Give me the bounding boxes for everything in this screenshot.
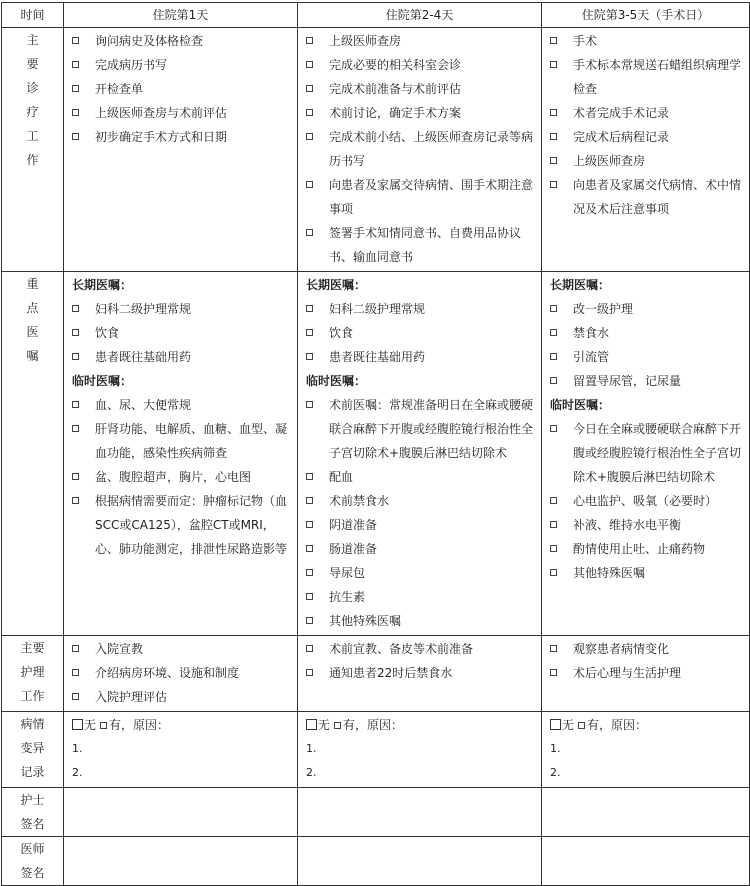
variation-line-2: 2. — [550, 766, 561, 779]
row-diagnosis — [2, 28, 750, 272]
list-item — [64, 29, 291, 53]
checkbox-icon[interactable] — [306, 645, 313, 652]
list-item-text: 上级医师查房 — [573, 154, 646, 168]
list-item — [542, 297, 743, 321]
checkbox-icon[interactable] — [306, 61, 313, 68]
cell-nursing-day1 — [64, 636, 298, 712]
list-item-text: 引流管 — [573, 350, 610, 364]
list-item-text: 完成术后病程记录 — [573, 130, 670, 144]
list-item — [64, 417, 291, 465]
list-item-text: 介绍病房环境、设施和制度 — [95, 666, 240, 680]
list-item — [64, 685, 291, 709]
checkbox-icon[interactable] — [72, 85, 79, 92]
list-item-text: 改一级护理 — [573, 302, 634, 316]
checklist — [542, 637, 749, 685]
list-item — [64, 77, 291, 101]
list-item — [298, 77, 535, 101]
list-item-text: 根据病情需要而定：肿瘤标记物（血SCC或CA125），盆腔CT或MRI，心、肺功能测定，排泄性尿路造影等 — [95, 494, 288, 556]
list-item — [542, 53, 743, 101]
checkbox-icon[interactable] — [550, 669, 557, 676]
checklist — [64, 29, 297, 149]
list-item-text: 肝肾功能、电解质、血糖、血型、凝血功能，感染性疾病筛查 — [95, 422, 288, 460]
list-item — [542, 101, 743, 125]
header-day2: 住院第2-4天 — [298, 3, 542, 28]
header-row — [2, 3, 750, 28]
checkbox-icon[interactable] — [72, 109, 79, 116]
list-item-text: 术前宣教、备皮等术前准备 — [329, 642, 474, 656]
list-item — [64, 297, 291, 321]
checklist — [64, 297, 297, 369]
list-item — [542, 637, 743, 661]
checkbox-icon[interactable] — [306, 181, 313, 188]
checkbox-icon[interactable] — [306, 353, 313, 360]
checkbox-icon[interactable] — [306, 85, 313, 92]
list-item-text: 上级医师查房 — [329, 34, 402, 48]
list-item-text: 其他特殊医嘱 — [329, 614, 402, 628]
row-doctor-signature — [2, 837, 750, 886]
list-item — [542, 561, 743, 585]
checkbox-yes[interactable] — [578, 722, 585, 729]
header-day3: 住院第3-5天（手术日） — [542, 3, 750, 28]
list-item-text: 酌情使用止吐、止痛药物 — [573, 542, 706, 556]
list-item — [542, 537, 743, 561]
list-item-text: 补液、维持水电平衡 — [573, 518, 682, 532]
list-item-text: 妇科二级护理常规 — [95, 302, 192, 316]
cell-nursing-day2 — [298, 636, 542, 712]
checkbox-icon[interactable] — [550, 377, 557, 384]
variation-choice: 无 有，原因： — [64, 713, 297, 737]
checkbox-icon[interactable] — [550, 521, 557, 528]
cell-diagnosis-day2 — [298, 28, 542, 272]
temporary-orders-title: 临时医嘱： — [72, 374, 133, 388]
header-day1: 住院第1天 — [64, 3, 298, 28]
list-item — [542, 321, 743, 345]
list-item-text: 完成术前准备与术前评估 — [329, 82, 462, 96]
list-item — [298, 489, 535, 513]
checkbox-icon[interactable] — [550, 569, 557, 576]
checkbox-icon[interactable] — [550, 61, 557, 68]
list-item — [64, 101, 291, 125]
checkbox-icon[interactable] — [306, 329, 313, 336]
checkbox-icon[interactable] — [72, 693, 79, 700]
variation-choice: 无 有，原因： — [542, 713, 749, 737]
list-item-text: 心电监护、吸氧（必要时） — [573, 494, 718, 508]
list-item — [298, 561, 535, 585]
list-item — [298, 173, 535, 221]
checkbox-icon[interactable] — [550, 425, 557, 432]
checkbox-icon[interactable] — [550, 157, 557, 164]
checklist — [298, 29, 541, 269]
list-item — [64, 465, 291, 489]
checkbox-icon[interactable] — [550, 109, 557, 116]
list-item-text: 导尿包 — [329, 566, 366, 580]
list-item-text: 完成术前小结、上级医师查房记录等病历书写 — [329, 130, 534, 168]
list-item — [542, 661, 743, 685]
checkbox-icon[interactable] — [72, 61, 79, 68]
list-item-text: 向患者及家属交待病情、围手术期注意事项 — [329, 178, 534, 216]
list-item-text: 向患者及家属交代病情、术中情况及术后注意事项 — [573, 178, 742, 216]
row-label-nursing: 主要护理工作 — [2, 636, 64, 712]
row-nurse-signature — [2, 788, 750, 837]
cell-orders-day1 — [64, 272, 298, 636]
checkbox-icon[interactable] — [72, 37, 79, 44]
list-item — [298, 321, 535, 345]
checkbox-icon[interactable] — [72, 473, 79, 480]
checkbox-icon[interactable] — [306, 305, 313, 312]
doctor-signature-day2[interactable] — [298, 837, 542, 886]
checkbox-icon[interactable] — [550, 37, 557, 44]
checkbox-none[interactable] — [550, 719, 561, 730]
list-item-text: 阴道准备 — [329, 518, 378, 532]
clinical-pathway-table — [1, 2, 750, 886]
list-item — [298, 637, 535, 661]
checkbox-icon[interactable] — [306, 669, 313, 676]
list-item-text: 完成必要的相关科室会诊 — [329, 58, 462, 72]
variation-line-1: 1. — [550, 742, 561, 755]
list-item — [298, 609, 535, 633]
checklist — [542, 29, 749, 221]
checkbox-icon[interactable] — [72, 329, 79, 336]
temporary-orders-title: 临时医嘱： — [550, 398, 611, 412]
list-item — [542, 489, 743, 513]
list-item — [542, 173, 743, 221]
list-item — [298, 393, 535, 465]
list-item-text: 血、尿、大便常规 — [95, 398, 192, 412]
list-item-text: 患者既往基础用药 — [95, 350, 192, 364]
checkbox-icon[interactable] — [550, 497, 557, 504]
doctor-signature-day3[interactable] — [542, 837, 750, 886]
checklist — [64, 637, 297, 709]
row-label-diagnosis: 主要诊疗工作 — [2, 28, 64, 272]
list-item-text: 初步确定手术方式和日期 — [95, 130, 228, 144]
checkbox-icon[interactable] — [550, 305, 557, 312]
list-item-text: 开检查单 — [95, 82, 144, 96]
cell-variation-day1 — [64, 712, 298, 788]
checkbox-icon[interactable] — [306, 569, 313, 576]
checkbox-icon[interactable] — [306, 545, 313, 552]
list-item-text: 术前讨论，确定手术方案 — [329, 106, 462, 120]
nurse-signature-day2[interactable] — [298, 788, 542, 837]
list-item-text: 饮食 — [329, 326, 354, 340]
list-item-text: 禁食水 — [573, 326, 610, 340]
list-item-text: 患者既往基础用药 — [329, 350, 426, 364]
list-item-text: 签署手术知情同意书、自费用品协议书、输血同意书 — [329, 226, 522, 264]
checkbox-icon[interactable] — [306, 229, 313, 236]
list-item — [542, 417, 743, 489]
header-time: 时间 — [2, 3, 64, 28]
row-nursing — [2, 636, 750, 712]
checklist — [542, 297, 749, 393]
checkbox-icon[interactable] — [72, 645, 79, 652]
list-item — [542, 345, 743, 369]
checkbox-icon[interactable] — [72, 305, 79, 312]
list-item — [298, 221, 535, 269]
variation-line-1: 1. — [306, 742, 317, 755]
row-label-doctor-signature: 医师签名 — [2, 837, 64, 886]
cell-diagnosis-day1 — [64, 28, 298, 272]
list-item — [298, 297, 535, 321]
list-item — [542, 369, 743, 393]
list-item — [542, 125, 743, 149]
list-item — [64, 393, 291, 417]
list-item-text: 留置导尿管，记尿量 — [573, 374, 682, 388]
cell-variation-day2 — [298, 712, 542, 788]
list-item — [298, 585, 535, 609]
checkbox-icon[interactable] — [306, 521, 313, 528]
checkbox-yes[interactable] — [334, 722, 341, 729]
checklist — [298, 637, 541, 685]
list-item — [542, 29, 743, 53]
list-item-text: 完成病历书写 — [95, 58, 168, 72]
long-term-orders-title: 长期医嘱： — [72, 278, 133, 292]
list-item-text: 抗生素 — [329, 590, 366, 604]
list-item-text: 术前医嘱：常规准备明日在全麻或腰硬联合麻醉下开腹或经腹腔镜行根治性全子宫切除术+腹膜后淋巴结切除术 — [329, 398, 534, 460]
checkbox-none[interactable] — [72, 719, 83, 730]
list-item — [298, 661, 535, 685]
row-label-orders: 重点医嘱 — [2, 272, 64, 636]
checkbox-none[interactable] — [306, 719, 317, 730]
list-item-text: 妇科二级护理常规 — [329, 302, 426, 316]
checkbox-icon[interactable] — [550, 329, 557, 336]
list-item — [64, 661, 291, 685]
checkbox-icon[interactable] — [72, 133, 79, 140]
list-item — [542, 149, 743, 173]
checkbox-icon[interactable] — [550, 545, 557, 552]
checklist — [298, 297, 541, 369]
list-item — [298, 345, 535, 369]
list-item-text: 术者完成手术记录 — [573, 106, 670, 120]
list-item-text: 盆、腹腔超声，胸片，心电图 — [95, 470, 252, 484]
checkbox-yes[interactable] — [100, 722, 107, 729]
checkbox-icon[interactable] — [306, 37, 313, 44]
list-item-text: 术后心理与生活护理 — [573, 666, 682, 680]
list-item — [64, 53, 291, 77]
row-variation — [2, 712, 750, 788]
long-term-orders-title: 长期医嘱： — [306, 278, 367, 292]
checkbox-icon[interactable] — [72, 669, 79, 676]
checkbox-icon[interactable] — [550, 645, 557, 652]
list-item — [298, 537, 535, 561]
list-item — [298, 101, 535, 125]
list-item-text: 今日在全麻或腰硬联合麻醉下开腹或经腹腔镜行根治性全子宫切除术+腹膜后淋巴结切除术 — [573, 422, 742, 484]
nurse-signature-day3[interactable] — [542, 788, 750, 837]
temporary-orders-title: 临时医嘱： — [306, 374, 367, 388]
variation-line-2: 2. — [306, 766, 317, 779]
list-item-text: 手术 — [573, 34, 598, 48]
checklist — [542, 417, 749, 585]
variation-line-1: 1. — [72, 742, 83, 755]
checkbox-icon[interactable] — [306, 133, 313, 140]
list-item — [64, 125, 291, 149]
doctor-signature-day1[interactable] — [64, 837, 298, 886]
list-item — [298, 29, 535, 53]
cell-diagnosis-day3 — [542, 28, 750, 272]
list-item-text: 配血 — [329, 470, 354, 484]
list-item — [64, 489, 291, 561]
list-item-text: 术前禁食水 — [329, 494, 390, 508]
list-item-text: 观察患者病情变化 — [573, 642, 670, 656]
list-item-text: 其他特殊医嘱 — [573, 566, 646, 580]
list-item-text: 入院宣教 — [95, 642, 144, 656]
checkbox-icon[interactable] — [72, 353, 79, 360]
checkbox-icon[interactable] — [306, 617, 313, 624]
checklist — [298, 393, 541, 633]
cell-variation-day3 — [542, 712, 750, 788]
checkbox-icon[interactable] — [306, 593, 313, 600]
nurse-signature-day1[interactable] — [64, 788, 298, 837]
variation-line-2: 2. — [72, 766, 83, 779]
checklist — [64, 393, 297, 561]
list-item — [64, 637, 291, 661]
checkbox-icon[interactable] — [72, 425, 79, 432]
cell-orders-day3 — [542, 272, 750, 636]
checkbox-icon[interactable] — [72, 401, 79, 408]
list-item-text: 入院护理评估 — [95, 690, 168, 704]
list-item-text: 饮食 — [95, 326, 120, 340]
checkbox-icon[interactable] — [550, 133, 557, 140]
checkbox-icon[interactable] — [306, 109, 313, 116]
checkbox-icon[interactable] — [550, 181, 557, 188]
list-item — [298, 513, 535, 537]
cell-nursing-day3 — [542, 636, 750, 712]
checkbox-icon[interactable] — [306, 497, 313, 504]
list-item-text: 询问病史及体格检查 — [95, 34, 204, 48]
long-term-orders-title: 长期医嘱： — [550, 278, 611, 292]
list-item-text: 肠道准备 — [329, 542, 378, 556]
list-item — [298, 53, 535, 77]
row-label-nurse-signature: 护士签名 — [2, 788, 64, 837]
list-item — [298, 465, 535, 489]
cell-orders-day2 — [298, 272, 542, 636]
list-item — [298, 125, 535, 173]
variation-choice: 无 有，原因： — [298, 713, 541, 737]
row-label-variation: 病情变异记录 — [2, 712, 64, 788]
list-item — [64, 321, 291, 345]
list-item — [542, 513, 743, 537]
list-item-text: 上级医师查房与术前评估 — [95, 106, 228, 120]
list-item-text: 手术标本常规送石蜡组织病理学检查 — [573, 58, 742, 96]
checkbox-icon[interactable] — [72, 497, 79, 504]
list-item — [64, 345, 291, 369]
checkbox-icon[interactable] — [550, 353, 557, 360]
checkbox-icon[interactable] — [306, 473, 313, 480]
row-orders — [2, 272, 750, 636]
checkbox-icon[interactable] — [306, 401, 313, 408]
list-item-text: 通知患者22时后禁食水 — [329, 666, 453, 680]
